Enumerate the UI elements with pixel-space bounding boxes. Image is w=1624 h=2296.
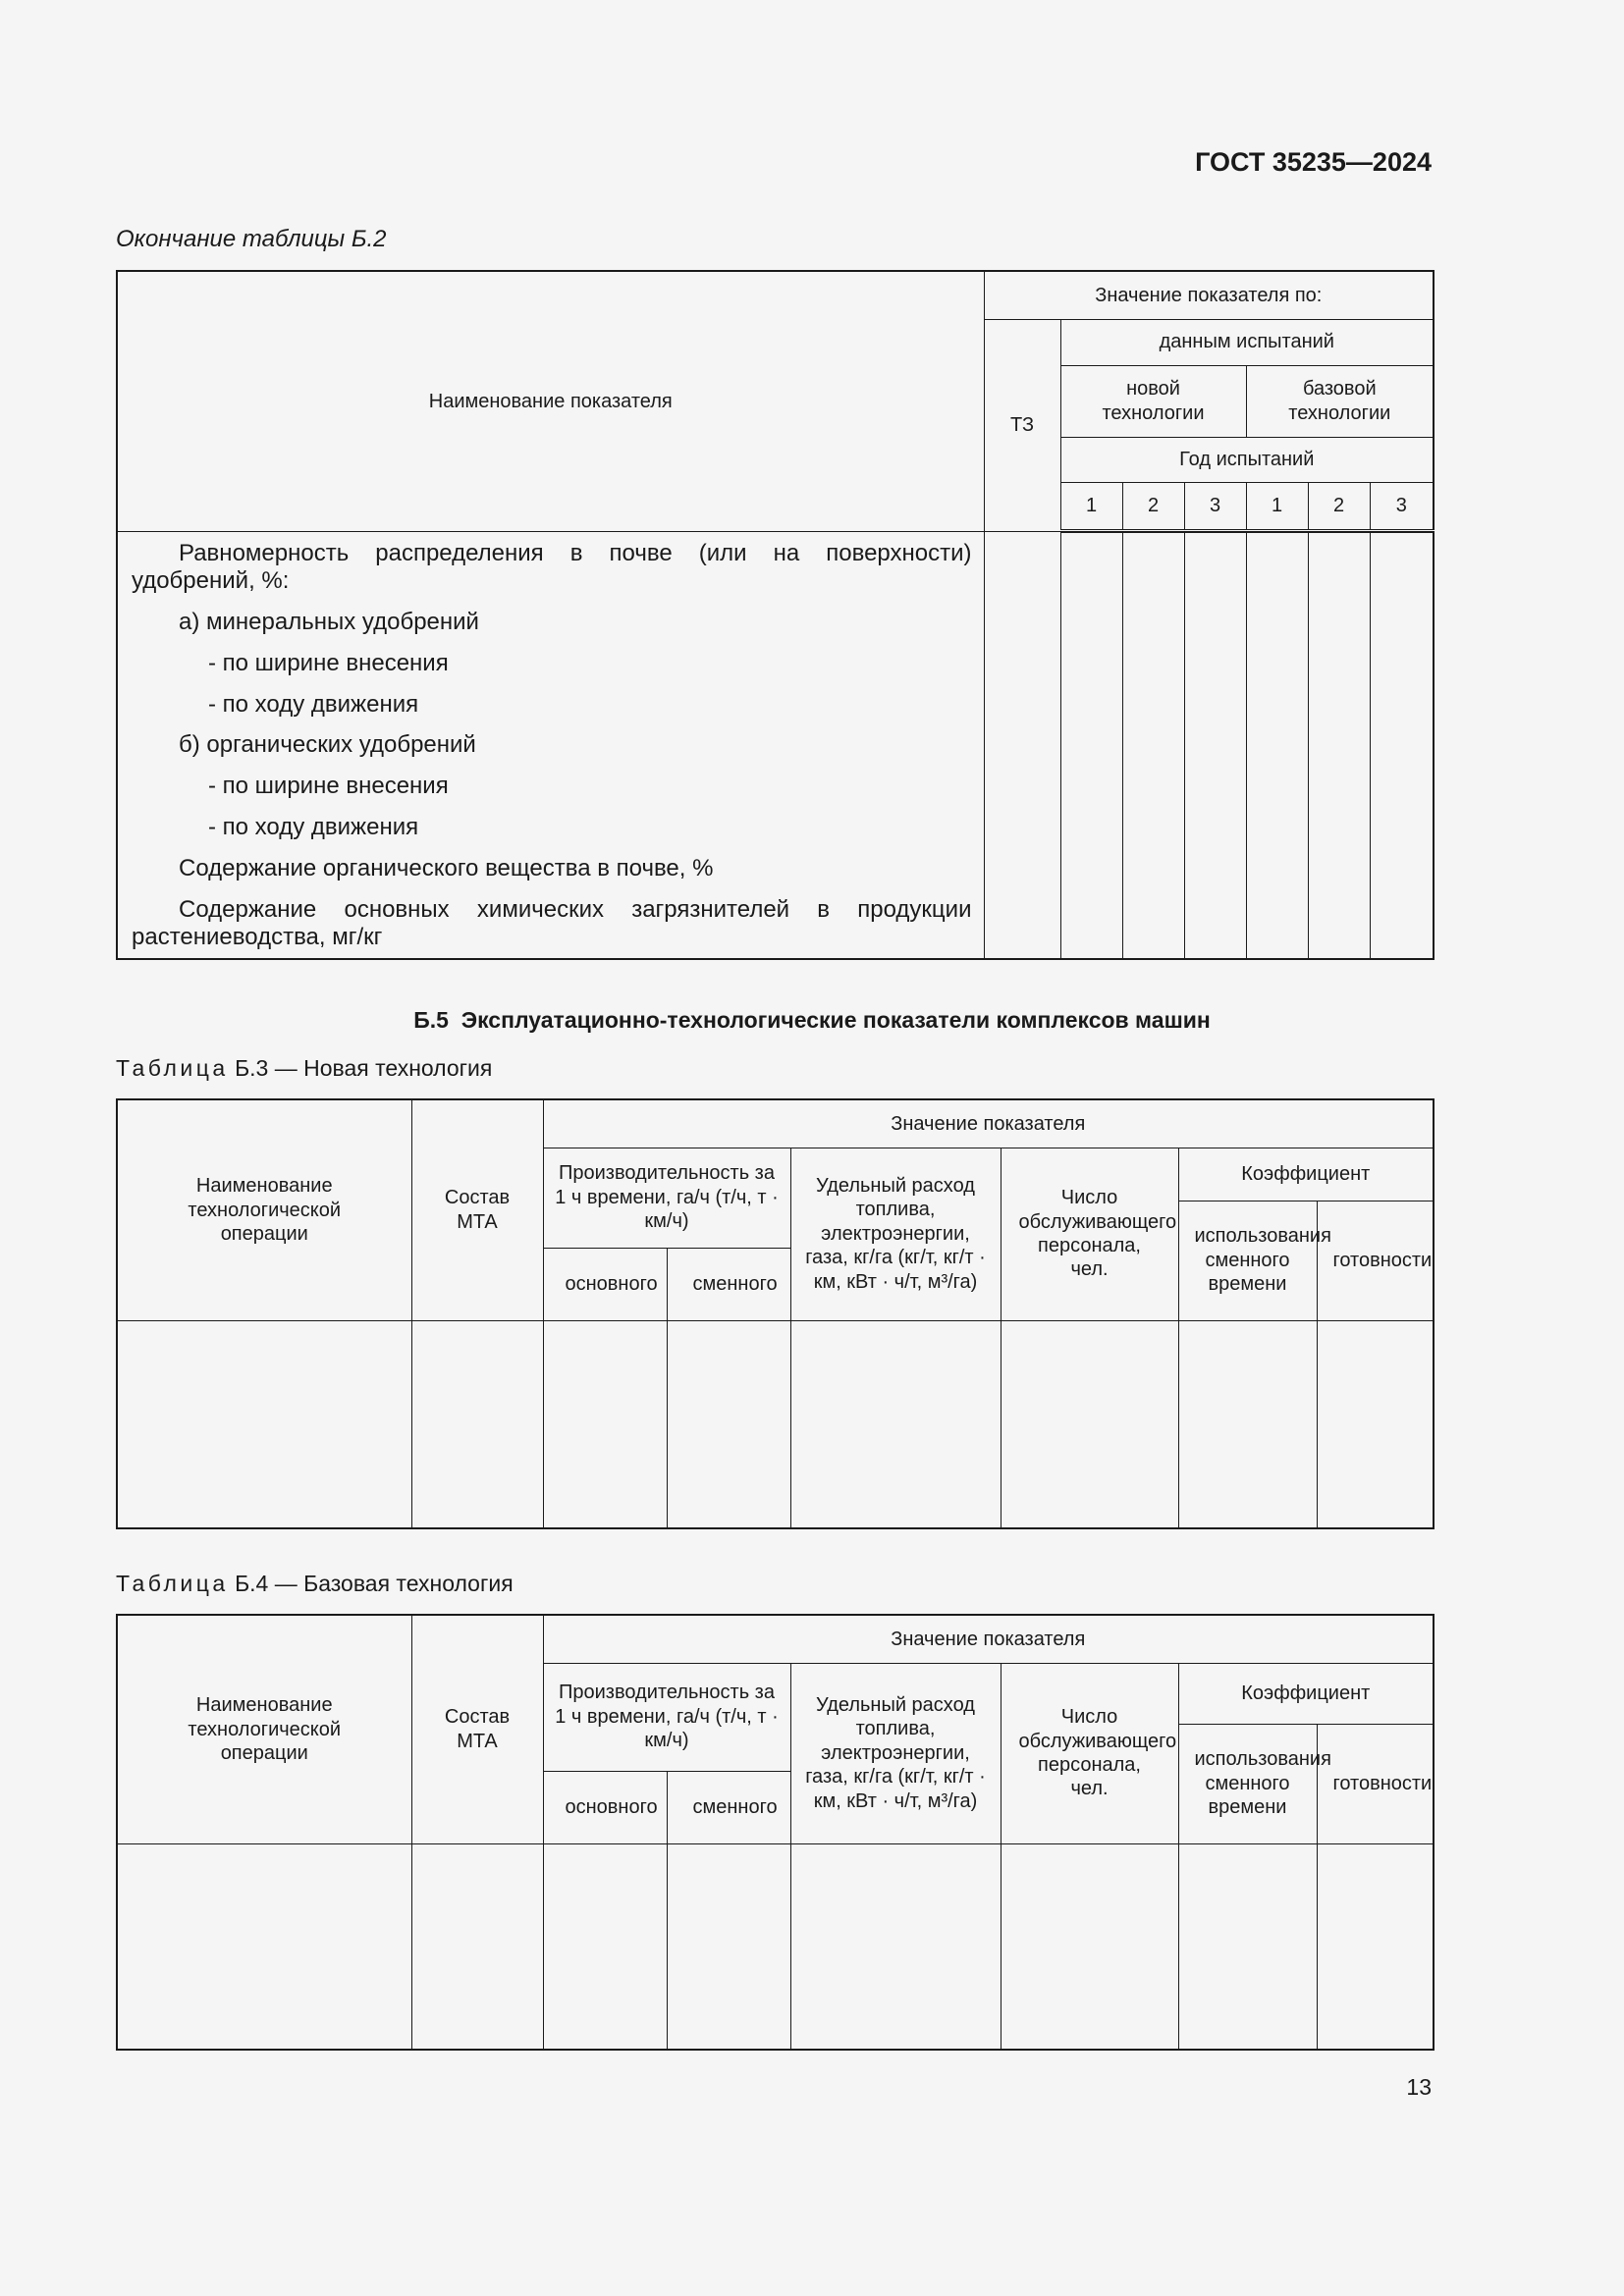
year-cell: 2 [1122,482,1184,531]
data-cell [790,1843,1001,2050]
caption-rest: Б.4 — Базовая технология [235,1571,514,1596]
page-number: 13 [1406,2074,1432,2100]
data-cell [1317,1320,1434,1528]
data-cell [667,1843,790,2050]
row-pollutants: Содержание основных химических загрязнителей в продукции растениеводства, мг/кг [132,895,972,951]
col-header-prod-shift: сменного [667,1248,790,1320]
data-cell [1178,1320,1317,1528]
data-cell [667,1320,790,1528]
col-header-year: Год испытаний [1060,437,1434,482]
col-header-operation: Наименование технологической операции [117,1099,411,1320]
row-organic-motion: - по ходу движения [208,814,419,841]
data-cell [1317,1843,1434,2050]
col-header-mta: Состав МТА [411,1615,543,1843]
table-b2-body-text [117,531,984,959]
year-cell: 1 [1246,482,1308,531]
data-cell [1308,531,1370,959]
col-header-fuel: Удельный расход топлива, электроэнергии, газа, кг/га (кг/т, кг/т · км, кВт · ч/т, м³/га) [790,1148,1001,1320]
data-cell [411,1843,543,2050]
col-header-coef-use: использования сменного времени [1178,1724,1317,1843]
data-cell [1001,1843,1178,2050]
row-organic-width: - по ширине внесения [208,773,449,800]
table-b3 [116,1098,1435,1529]
section-heading: Б.5 Эксплуатационно-технологические показатели комплексов машин [413,1007,1211,1033]
table-b2 [116,270,1435,960]
col-header-productivity: Производительность за 1 ч времени, га/ч (т/ч, т · км/ч) [543,1663,790,1771]
table-b2-caption: Окончание таблицы Б.2 [116,226,387,252]
row-mineral: а) минеральных удобрений [179,609,479,636]
col-header-staff: Число обслуживающего персонала, чел. [1001,1663,1178,1843]
col-header-coef-use: использования сменного времени [1178,1201,1317,1320]
year-cell: 3 [1370,482,1434,531]
col-header-value-group: Значение показателя [543,1099,1434,1148]
row-uniformity: Равномерность распределения в почве (или на поверхности) удобрений, %: [132,539,972,595]
col-header-productivity: Производительность за 1 ч времени, га/ч (т/ч, т · км/ч) [543,1148,790,1248]
table-b4-caption [116,1571,514,1597]
data-cell [1246,531,1308,959]
year-cell: 1 [1060,482,1122,531]
caption-rest: Б.3 — Новая технология [235,1055,493,1081]
data-cell [790,1320,1001,1528]
row-mineral-motion: - по ходу движения [208,690,419,718]
col-header-coef-ready: готовности [1317,1201,1434,1320]
data-cell [1178,1843,1317,2050]
col-header-tests: данным испытаний [1060,319,1434,365]
caption-word: Таблица [116,1571,229,1596]
col-header-name: Наименование показателя [117,271,984,531]
col-header-fuel: Удельный расход топлива, электроэнергии, газа, кг/га (кг/т, кг/т · км, кВт · ч/т, м³/га) [790,1663,1001,1843]
col-header-new-tech: новой технологии [1060,365,1246,437]
row-organic-matter: Содержание органического вещества в почве, % [179,854,714,881]
col-header-operation: Наименование технологической операции [117,1615,411,1843]
caption-word: Таблица [116,1055,229,1081]
col-header-coefficient: Коэффициент [1178,1148,1434,1201]
col-header-mta: Состав МТА [411,1099,543,1320]
col-header-value-group: Значение показателя [543,1615,1434,1663]
data-cell [1184,531,1246,959]
col-header-tz: ТЗ [984,319,1060,531]
col-header-staff: Число обслуживающего персонала, чел. [1001,1148,1178,1320]
data-cell [543,1843,667,2050]
data-cell [1122,531,1184,959]
data-cell [117,1843,411,2050]
data-cell [1001,1320,1178,1528]
table-b3-caption [116,1055,492,1082]
year-cell: 3 [1184,482,1246,531]
data-cell [543,1320,667,1528]
col-header-base-tech: базовой технологии [1246,365,1434,437]
col-header-value-group: Значение показателя по: [984,271,1434,319]
col-header-prod-main: основного [543,1771,667,1843]
col-header-coefficient: Коэффициент [1178,1663,1434,1724]
data-cell [1370,531,1434,959]
row-mineral-width: - по ширине внесения [208,649,449,676]
col-header-prod-shift: сменного [667,1771,790,1843]
data-cell [411,1320,543,1528]
document-code: ГОСТ 35235—2024 [1195,147,1432,177]
col-header-prod-main: основного [543,1248,667,1320]
row-organic: б) органических удобрений [179,731,476,759]
data-cell [984,531,1060,959]
table-b4 [116,1614,1435,2051]
col-header-coef-ready: готовности [1317,1724,1434,1843]
year-cell: 2 [1308,482,1370,531]
data-cell [1060,531,1122,959]
data-cell [117,1320,411,1528]
